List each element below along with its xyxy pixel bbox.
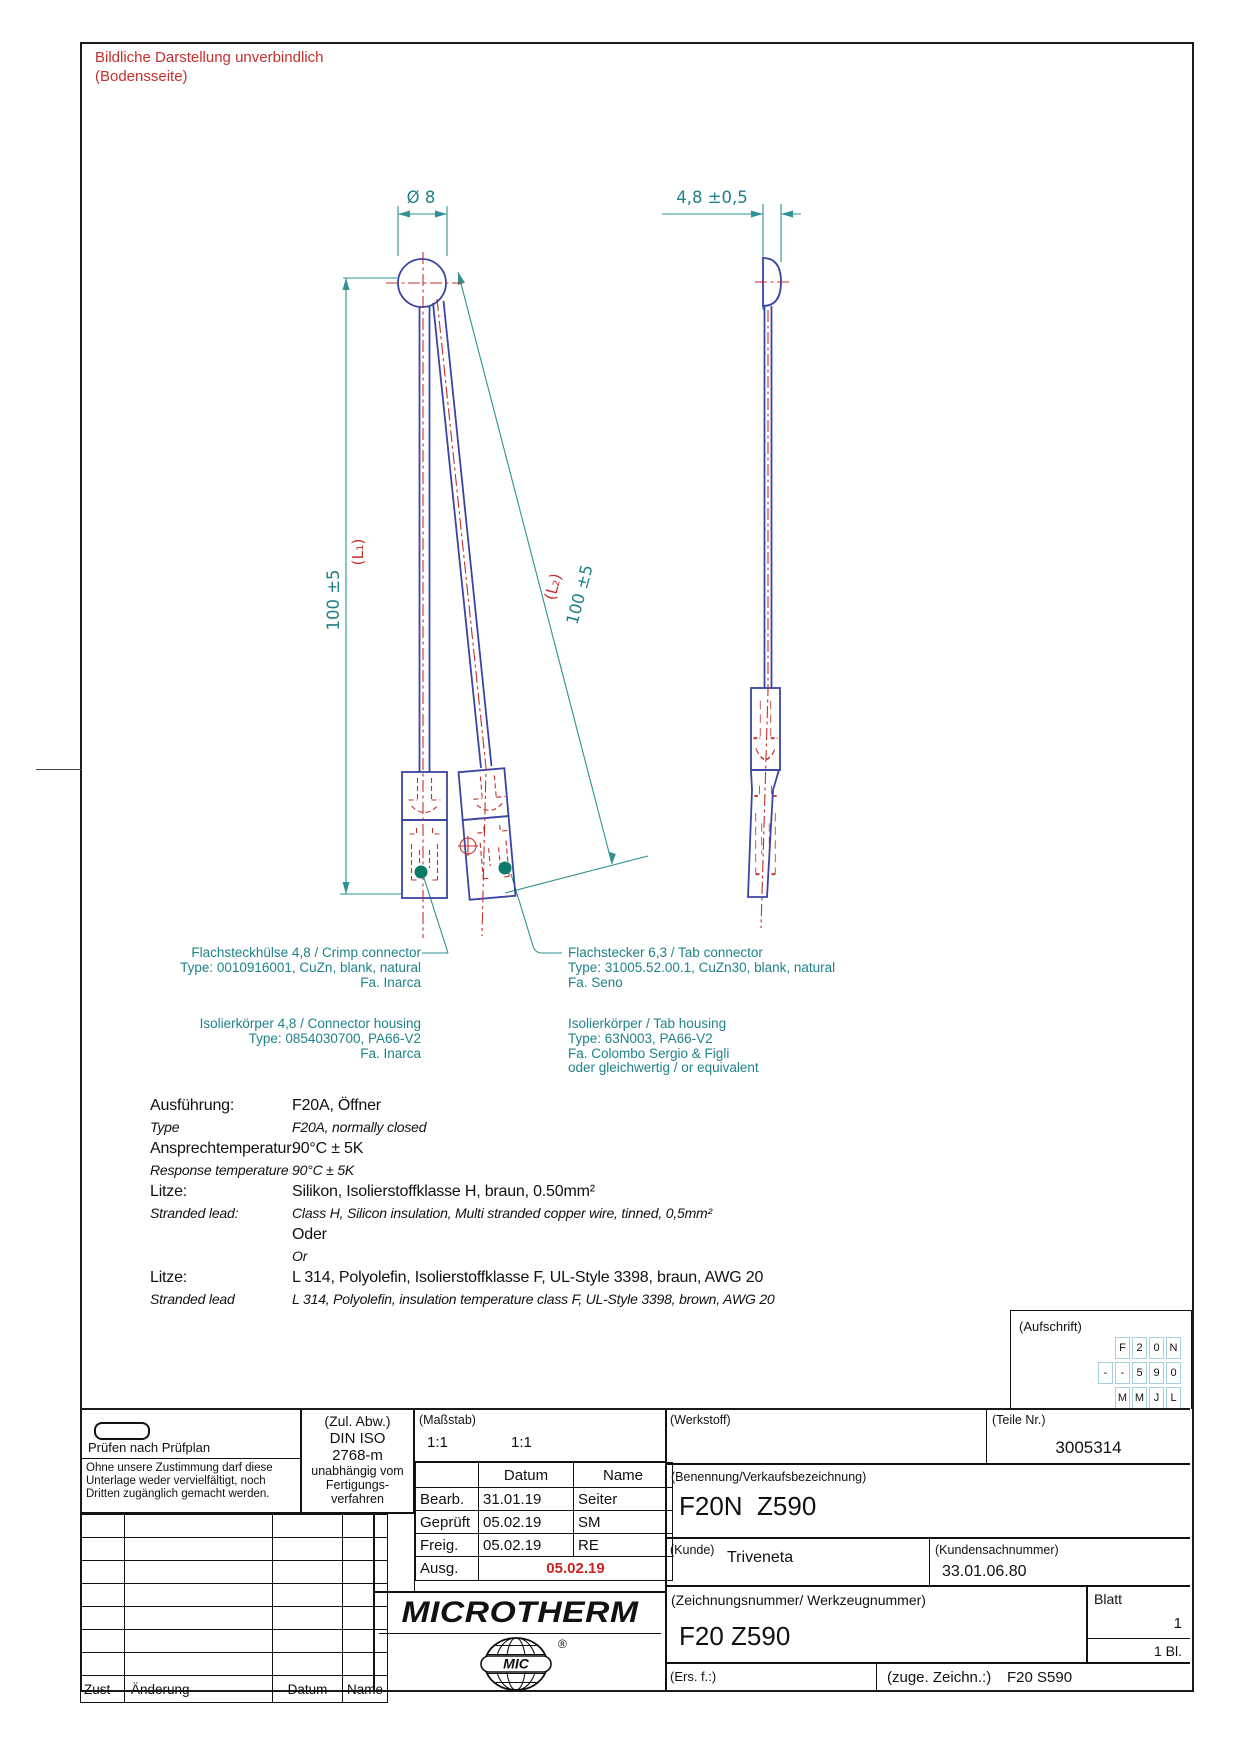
spec-label-en <box>150 1246 292 1266</box>
marking-cell: 0 <box>1166 1362 1181 1384</box>
spec-label-de: Ausführung: <box>150 1097 235 1114</box>
associated-drawing-label: (zuge. Zeichn.:) <box>887 1669 992 1686</box>
approval-row-datum: 31.01.19 <box>479 1488 574 1511</box>
marking-box <box>1010 1310 1192 1409</box>
spec-label-de: Litze: <box>150 1183 188 1200</box>
replaces-box <box>665 1664 877 1690</box>
part-number-value: 3005314 <box>1055 1438 1122 1457</box>
company-logo-box <box>375 1591 665 1690</box>
lead-2 <box>433 301 492 768</box>
customer-ref-box <box>930 1539 1190 1587</box>
connector-2-axis-mark <box>458 836 478 856</box>
approval-row-name: RE <box>574 1534 673 1557</box>
revision-grid <box>80 1514 388 1703</box>
spacer-cell <box>375 1514 415 1591</box>
associated-drawing-box <box>877 1664 1190 1690</box>
tolerance-line: Fertigungs- <box>325 1478 390 1492</box>
approval-row-label: Geprüft <box>416 1511 479 1534</box>
spec-label-de <box>150 1223 292 1246</box>
lead-1 <box>420 306 430 772</box>
designation-value: F20N Z590 <box>679 1491 817 1521</box>
annotation-line: oder gleichwertig / or equivalent <box>568 1060 759 1076</box>
dim-width-label: 4,8 ±0,5 <box>676 188 748 207</box>
approval-col-name: Name <box>574 1463 673 1488</box>
spec-label-en: Response temperature <box>150 1162 289 1178</box>
sheet-total-box <box>1088 1639 1190 1664</box>
spec-label-en: Stranded lead: <box>150 1205 239 1221</box>
scale-box <box>415 1410 665 1462</box>
registered-mark: ® <box>558 1637 567 1651</box>
microtherm-wordmark: MICROTHERM <box>401 1596 639 1629</box>
annotation-line: Type: 31005.52.00.1, CuZn30, blank, natural <box>568 959 836 975</box>
marking-cell: 0 <box>1149 1337 1164 1359</box>
rev-col-aenderung: Änderung <box>125 1676 273 1703</box>
release-label: Ausg. <box>416 1557 479 1581</box>
annotation-tab-housing <box>568 1017 898 1076</box>
tolerance-line: 2768-m <box>332 1447 383 1464</box>
customer-box <box>665 1539 930 1587</box>
logo-underline <box>379 1633 661 1634</box>
spec-label-en: Stranded lead <box>150 1291 235 1307</box>
leader-dot-crimp <box>415 866 428 879</box>
tolerance-line: DIN ISO <box>329 1430 386 1447</box>
part-number-label: (Teile Nr.) <box>992 1413 1046 1427</box>
marking-cell: - <box>1098 1362 1113 1384</box>
dimension-lines <box>340 204 801 953</box>
spec-label-en: Type <box>150 1119 180 1135</box>
leader-dot-tab <box>499 862 512 875</box>
mic-text: MIC <box>503 1655 529 1672</box>
approval-row-name: SM <box>574 1511 673 1534</box>
annotation-line: Fa. Inarca <box>360 974 421 990</box>
specification-table <box>150 1094 1070 1309</box>
annotation-line: Fa. Seno <box>568 974 623 990</box>
spec-value-de: F20A, Öffner <box>292 1097 381 1114</box>
marking-row-1 <box>1115 1337 1181 1359</box>
tolerance-line: unabhängig vom <box>311 1464 404 1478</box>
approval-row-name: Seiter <box>574 1488 673 1511</box>
drawing-number-box <box>665 1587 1088 1664</box>
sheet-number: 1 <box>1173 1615 1182 1632</box>
approval-row-datum: 05.02.19 <box>479 1511 574 1534</box>
tolerance-line: verfahren <box>331 1492 384 1506</box>
marking-cell: 2 <box>1132 1337 1147 1359</box>
tolerance-box <box>302 1410 415 1514</box>
inspection-box <box>80 1410 302 1459</box>
annotation-line: Isolierkörper 4,8 / Connector housing <box>199 1016 421 1031</box>
associated-drawing-value: F20 S590 <box>1007 1669 1073 1686</box>
annotation-crimp-connector <box>115 946 421 990</box>
annotation-line: Type: 0854030700, PA66-V2 <box>248 1030 421 1046</box>
customer-ref-value: 33.01.06.80 <box>942 1563 1027 1580</box>
annotation-line: Flachsteckhülse 4,8 / Crimp connector <box>191 945 421 960</box>
spec-value-en: 90°C ± 5K <box>292 1162 355 1178</box>
revision-table <box>80 1514 383 1697</box>
marking-cell: 9 <box>1149 1362 1164 1384</box>
designation-label: (Benennung/Verkaufsbezeichnung) <box>671 1470 867 1484</box>
approval-row-datum: 05.02.19 <box>479 1534 574 1557</box>
tolerance-line: (Zul. Abw.) <box>324 1413 391 1429</box>
marking-cell: - <box>1115 1362 1130 1384</box>
annotation-line: Fa. Colombo Sergio & Figli <box>568 1045 730 1061</box>
annotation-line: Type: 63N003, PA66-V2 <box>568 1030 713 1046</box>
dim-l1-name-label: (L₁) <box>349 538 367 566</box>
marking-cell: M <box>1115 1387 1130 1409</box>
marking-box-label: (Aufschrift) <box>1019 1319 1082 1334</box>
dim-l2-name-label: (L₂) <box>540 571 566 603</box>
annotation-line: Type: 0010916001, CuZn, blank, natural <box>180 959 421 975</box>
spec-value-de: L 314, Polyolefin, Isolierstoffklasse F, UL-Style 3398, braun, AWG 20 <box>292 1269 764 1286</box>
annotation-line: Flachstecker 6,3 / Tab connector <box>568 945 763 960</box>
customer-value: Triveneta <box>727 1549 794 1566</box>
marking-cell: L <box>1166 1387 1181 1409</box>
connector-2 <box>459 768 516 900</box>
marking-cell: 5 <box>1132 1362 1147 1384</box>
annotation-line: Isolierkörper / Tab housing <box>568 1016 727 1031</box>
customer-ref-label: (Kundensachnummer) <box>935 1543 1059 1557</box>
approval-row-label: Bearb. <box>416 1488 479 1511</box>
marking-row-2 <box>1098 1362 1181 1384</box>
spec-value-de: 90°C ± 5K <box>292 1140 364 1157</box>
mic-globe-icon <box>474 1636 570 1692</box>
designation-box <box>665 1465 1190 1539</box>
spec-value-en: Or <box>292 1248 308 1264</box>
dimension-arrowheads <box>343 211 794 895</box>
material-label: (Werkstoff) <box>670 1413 731 1427</box>
dim-diameter-label: Ø 8 <box>406 188 436 207</box>
spec-label-de: Ansprechtemperatur: <box>150 1140 296 1157</box>
marking-row-3 <box>1115 1387 1181 1409</box>
part-number-box <box>987 1410 1190 1465</box>
scale-label: (Maßstab) <box>419 1413 476 1427</box>
marking-cell: F <box>1115 1337 1130 1359</box>
annotation-line: Fa. Inarca <box>360 1045 421 1061</box>
note-line-2: (Bodensseite) <box>95 68 188 85</box>
annotation-tab-connector <box>568 946 898 990</box>
replaces-label: (Ers. f.:) <box>670 1669 717 1684</box>
sheet-box <box>1088 1587 1190 1639</box>
inspection-note: Prüfen nach Prüfplan <box>88 1440 211 1455</box>
sheet-label: Blatt <box>1094 1591 1123 1607</box>
customer-label: (Kunde) <box>670 1543 715 1557</box>
dim-l2-length-label: 100 ±5 <box>562 562 597 627</box>
release-date: 05.02.19 <box>479 1557 673 1581</box>
approval-table <box>415 1462 673 1581</box>
scale-value-1: 1:1 <box>427 1434 448 1451</box>
marking-cell: J <box>1149 1387 1164 1409</box>
rev-col-datum: Datum <box>273 1676 343 1703</box>
spec-value-en: F20A, normally closed <box>292 1119 427 1135</box>
marking-cell: N <box>1166 1337 1181 1359</box>
spec-value-en: Class H, Silicon insulation, Multi stranded copper wire, tinned, 0,5mm² <box>292 1205 712 1221</box>
drawing-number-label: (Zeichnungsnummer/ Werkzeugnummer) <box>671 1592 926 1608</box>
stamp-field-icon <box>94 1422 150 1440</box>
scale-value-2: 1:1 <box>511 1434 532 1451</box>
title-block <box>80 1408 1190 1697</box>
spec-value-de: Silikon, Isolierstoffklasse H, braun, 0.50mm² <box>292 1183 595 1200</box>
spec-value-de: Oder <box>292 1226 327 1243</box>
drawing-number-value: F20 Z590 <box>679 1621 791 1651</box>
spec-value-en: L 314, Polyolefin, insulation temperature class F, UL-Style 3398, brown, AWG 20 <box>292 1291 775 1307</box>
sheet-total: 1 Bl. <box>1153 1643 1182 1659</box>
note-line-1: Bildliche Darstellung unverbindlich <box>95 49 324 66</box>
rev-col-name: Name <box>343 1676 388 1703</box>
dim-l1-length-label: 100 ±5 <box>324 569 343 631</box>
confidentiality-note: Ohne unsere Zustimmung darf diese Unterlage weder vervielfältigt, noch Dritten zugänglich gemacht werden. <box>80 1459 302 1514</box>
rev-col-zust: Zust <box>81 1676 125 1703</box>
approval-row-label: Freig. <box>416 1534 479 1557</box>
approval-col-datum: Datum <box>479 1463 574 1488</box>
marking-cell: M <box>1132 1387 1147 1409</box>
material-box <box>665 1410 987 1465</box>
spec-label-de: Litze: <box>150 1269 188 1286</box>
annotation-crimp-housing <box>115 1017 421 1061</box>
